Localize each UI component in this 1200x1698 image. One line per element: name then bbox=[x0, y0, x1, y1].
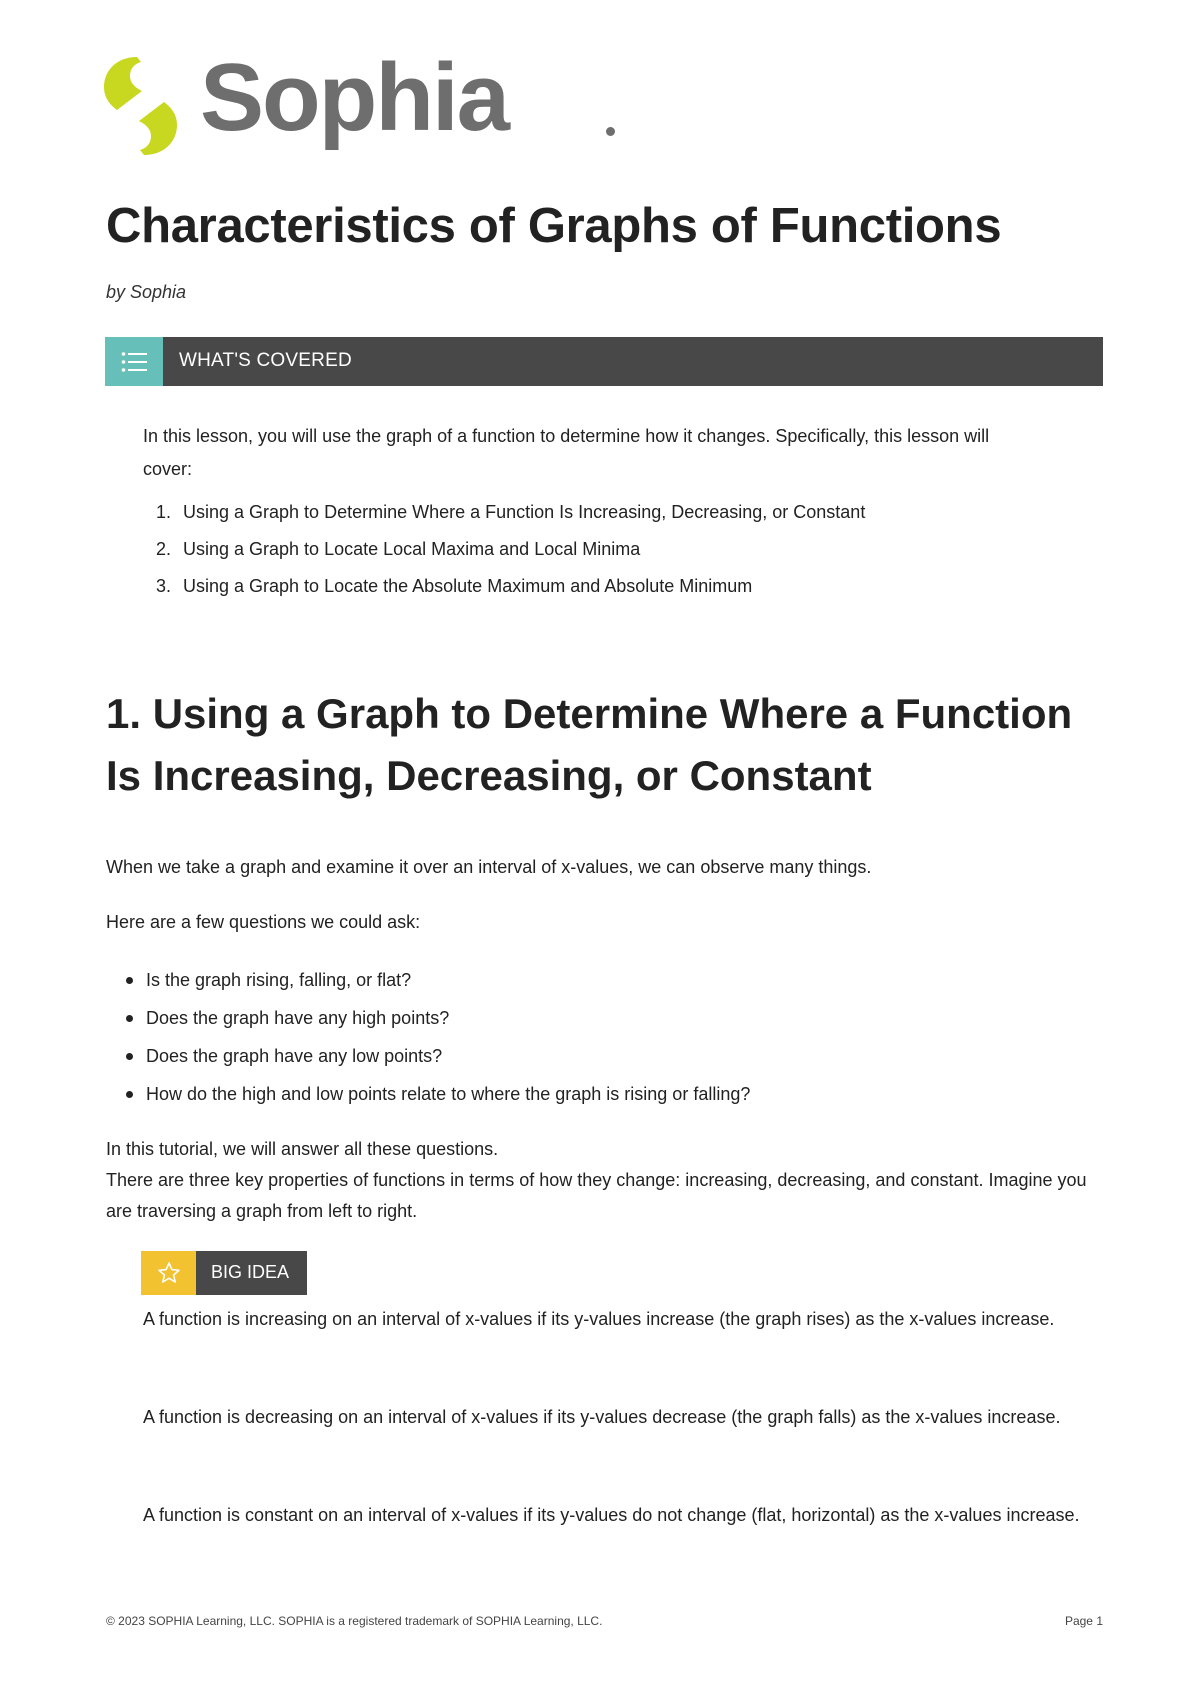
big-idea-label: BIG IDEA bbox=[211, 1262, 290, 1282]
bullet-icon bbox=[126, 977, 133, 984]
intro-paragraph: In this lesson, you will use the graph of a function to determine how it changes. Specifically, this lesson will cover: bbox=[143, 426, 990, 479]
list-icon bbox=[105, 337, 163, 386]
section-1-heading: 1. Using a Graph to Determine Where a Function Is Increasing, Decreasing, or Constant bbox=[106, 690, 1073, 799]
byline: by Sophia bbox=[106, 282, 187, 302]
list-item: Does the graph have any high points? bbox=[106, 999, 1086, 1037]
list-item: 1. Using a Graph to Determine Where a Function Is Increasing, Decreasing, or Constant bbox=[156, 502, 866, 522]
big-idea-banner bbox=[141, 1251, 307, 1295]
big-idea-constant: A function is constant on an interval of x-values if its y-values do not change (flat, horizontal) as the x-values increase. bbox=[143, 1505, 1080, 1525]
bullet-icon bbox=[126, 1053, 133, 1060]
list-item: Is the graph rising, falling, or flat? bbox=[106, 961, 1086, 999]
list-item: 3. Using a Graph to Locate the Absolute Maximum and Absolute Minimum bbox=[156, 576, 753, 596]
page-title: Characteristics of Graphs of Functions bbox=[106, 199, 1002, 253]
footer-copyright: © 2023 SOPHIA Learning, LLC. SOPHIA is a registered trademark of SOPHIA Learning, LLC. bbox=[106, 1614, 603, 1628]
sophia-logo bbox=[104, 44, 524, 160]
lesson-topics-list bbox=[143, 494, 1073, 605]
section-1-paragraph-1: When we take a graph and examine it over an interval of x-values, we can observe many things. bbox=[106, 857, 872, 877]
star-icon bbox=[141, 1251, 196, 1295]
list-item: How do the high and low points relate to where the graph is rising or falling? bbox=[106, 1075, 1086, 1113]
whats-covered-banner bbox=[105, 337, 1103, 386]
big-idea-decreasing: A function is decreasing on an interval of x-values if its y-values decrease (the graph falls) as the x-values increase. bbox=[143, 1407, 1061, 1427]
whats-covered-label: WHAT'S COVERED bbox=[179, 350, 352, 371]
big-idea-increasing: A function is increasing on an interval of x-values if its y-values increase (the graph rises) as the x-values increase. bbox=[143, 1309, 1055, 1329]
list-item: 2. Using a Graph to Locate Local Maxima and Local Minima bbox=[156, 539, 641, 559]
logo-wordmark: Sophia bbox=[200, 44, 509, 151]
page-number: Page 1 bbox=[1064, 1614, 1103, 1628]
questions-list bbox=[106, 961, 1086, 1113]
bullet-icon bbox=[126, 1091, 133, 1098]
list-item: Does the graph have any low points? bbox=[106, 1037, 1086, 1075]
sophia-logo-mark-icon bbox=[104, 55, 178, 157]
bullet-icon bbox=[126, 1015, 133, 1022]
section-1-paragraph-2: Here are a few questions we could ask: bbox=[106, 912, 421, 932]
section-1-paragraph-3: In this tutorial, we will answer all these questions. There are three key properties of functions in terms of how they change: increasing, decreasing, and constant. Imagine you are traversing a graph from left to right. bbox=[106, 1139, 1087, 1221]
logo-dot bbox=[606, 127, 615, 136]
